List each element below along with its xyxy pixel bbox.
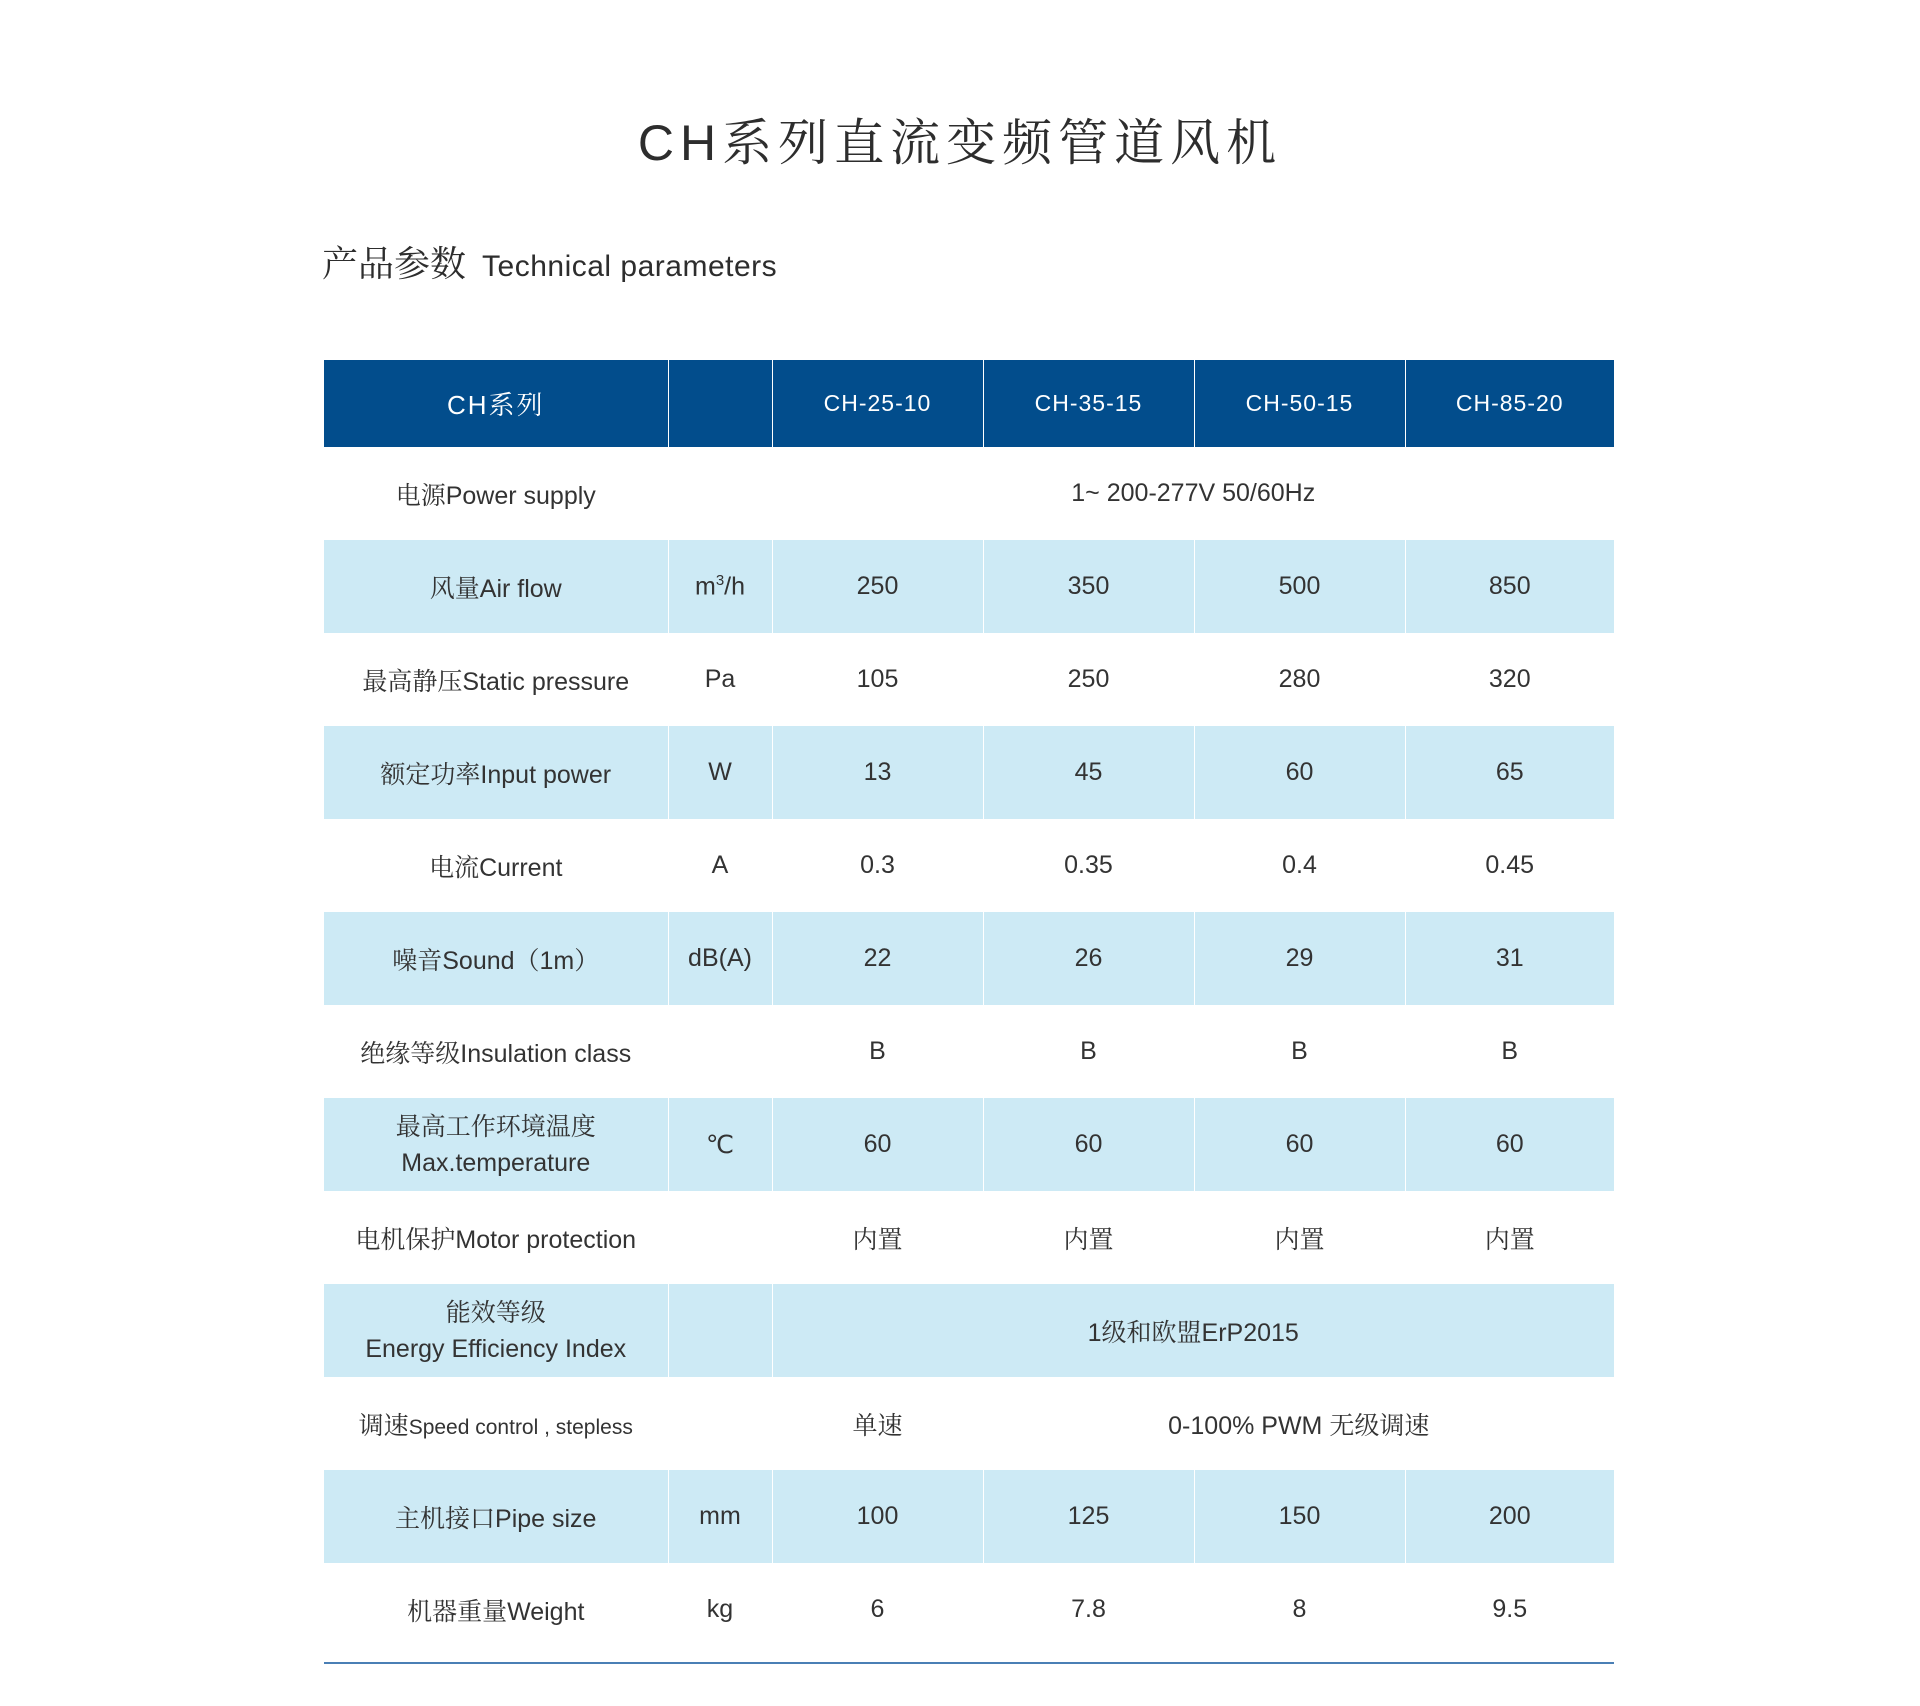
- table-row-insulation-class: [324, 1005, 1614, 1098]
- section-title-cn: 产品参数: [322, 243, 467, 284]
- spec-table: [324, 360, 1614, 1656]
- cell-value: 60: [1194, 1098, 1405, 1191]
- header-series: CH系列: [324, 360, 668, 447]
- row-label-cn: 能效等级: [445, 1298, 546, 1327]
- merged-value: 1级和欧盟ErP2015: [772, 1284, 1614, 1377]
- header-unit: [668, 360, 772, 447]
- cell-value: 65: [1405, 726, 1614, 819]
- section-title: [322, 238, 777, 293]
- row-label: 主机接口Pipe size: [324, 1470, 668, 1563]
- table-row-max-temperature: [324, 1098, 1614, 1191]
- cell-value: B: [772, 1005, 983, 1098]
- unit-sup: 3: [715, 571, 725, 589]
- row-label: 电流Current: [324, 819, 668, 912]
- cell-value: 22: [772, 912, 983, 1005]
- page-title: CH系列直流变频管道风机: [637, 115, 1283, 171]
- row-label-en: Energy Efficiency Index: [365, 1334, 627, 1363]
- cell-value: 150: [1194, 1470, 1405, 1563]
- cell-value: 0.3: [772, 819, 983, 912]
- table-row-air-flow: [324, 540, 1614, 633]
- cell-value: 26: [983, 912, 1194, 1005]
- row-label: 绝缘等级Insulation class: [324, 1005, 668, 1098]
- table-row-power-supply: [324, 447, 1614, 540]
- cell-value: 60: [772, 1098, 983, 1191]
- header-row: [324, 360, 1614, 447]
- row-unit: [668, 1377, 772, 1470]
- row-unit: A: [668, 819, 772, 912]
- cell-value: 内置: [1194, 1191, 1405, 1284]
- table-row-motor-protection: [324, 1191, 1614, 1284]
- cell-value: 60: [983, 1098, 1194, 1191]
- row-unit: mm: [668, 1470, 772, 1563]
- section-title-en: Technical parameters: [482, 250, 778, 283]
- table-row-weight: [324, 1563, 1614, 1656]
- row-label: 电源Power supply: [324, 447, 668, 540]
- cell-value: 内置: [772, 1191, 983, 1284]
- cell-value: B: [983, 1005, 1194, 1098]
- cell-value: 250: [983, 633, 1194, 726]
- cell-value: B: [1194, 1005, 1405, 1098]
- header-model: CH-35-15: [983, 360, 1194, 447]
- row-label: [324, 1098, 668, 1191]
- table-row-pipe-size: [324, 1470, 1614, 1563]
- row-label-cn: 最高工作环境温度: [395, 1112, 596, 1141]
- cell-value: 9.5: [1492, 1595, 1528, 1623]
- cell-value: 0.35: [983, 819, 1194, 912]
- cell-value: 280: [1194, 633, 1405, 726]
- table-row-sound: [324, 912, 1614, 1005]
- row-label: 额定功率Input power: [324, 726, 668, 819]
- bottom-divider: [324, 1662, 1614, 1664]
- cell-value: 0.45: [1485, 851, 1535, 879]
- cell-value: 100: [772, 1470, 983, 1563]
- cell-value: 29: [1194, 912, 1405, 1005]
- table-row-static-pressure: [324, 633, 1614, 726]
- row-unit: [668, 1284, 772, 1377]
- header-model: CH-50-15: [1194, 360, 1405, 447]
- cell-value: 60: [1194, 726, 1405, 819]
- row-label: 电机保护Motor protection: [324, 1191, 668, 1284]
- cell-value: 350: [983, 540, 1194, 633]
- row-unit: [668, 447, 772, 540]
- row-unit: dB(A): [668, 912, 772, 1005]
- row-unit: ℃: [668, 1098, 772, 1191]
- row-label: [324, 1377, 668, 1470]
- row-label-cn: 调速: [358, 1411, 409, 1440]
- row-unit: W: [668, 726, 772, 819]
- unit-tail: /h: [724, 572, 746, 601]
- cell-value: 500: [1194, 540, 1405, 633]
- cell-value: 6: [772, 1563, 983, 1656]
- cell-value: 内置: [983, 1191, 1194, 1284]
- row-label: [324, 1284, 668, 1377]
- row-label: 噪音Sound（1m）: [324, 912, 668, 1005]
- cell-value: 内置: [1484, 1225, 1535, 1254]
- cell-value: 250: [772, 540, 983, 633]
- row-label: 最高静压Static pressure: [324, 633, 668, 726]
- table-row-energy-efficiency: [324, 1284, 1614, 1377]
- unit-base: m: [694, 572, 716, 601]
- merged-value: 0-100% PWM 无级调速: [1168, 1411, 1430, 1440]
- cell-value: 13: [772, 726, 983, 819]
- row-label-en: Speed control , stepless: [408, 1415, 633, 1439]
- cell-value: 单速: [772, 1377, 983, 1470]
- cell-value: 7.8: [983, 1563, 1194, 1656]
- header-model: CH-85-20: [1405, 360, 1614, 447]
- row-unit: Pa: [668, 633, 772, 726]
- row-unit: [668, 1191, 772, 1284]
- cell-value: 31: [1405, 912, 1614, 1005]
- row-unit: [668, 1005, 772, 1098]
- row-unit: [668, 540, 772, 633]
- row-label: 风量Air flow: [324, 540, 668, 633]
- cell-value: 45: [983, 726, 1194, 819]
- row-label: 机器重量Weight: [324, 1563, 668, 1656]
- cell-value: 320: [1488, 665, 1531, 693]
- header-model: CH-25-10: [772, 360, 983, 447]
- cell-value: 0.4: [1194, 819, 1405, 912]
- cell-value: 105: [772, 633, 983, 726]
- cell-value: 8: [1194, 1563, 1405, 1656]
- table-row-current: [324, 819, 1614, 912]
- merged-value: 1~ 200-277V 50/60Hz: [1071, 479, 1316, 507]
- table-row-speed-control: [324, 1377, 1614, 1470]
- cell-value: 125: [983, 1470, 1194, 1563]
- cell-value: 60: [1405, 1098, 1614, 1191]
- cell-value: B: [1501, 1037, 1519, 1065]
- row-unit: kg: [668, 1563, 772, 1656]
- row-label-en: Max.temperature: [401, 1148, 591, 1177]
- table-row-input-power: [324, 726, 1614, 819]
- cell-value: 850: [1405, 540, 1614, 633]
- cell-value: 200: [1405, 1470, 1614, 1563]
